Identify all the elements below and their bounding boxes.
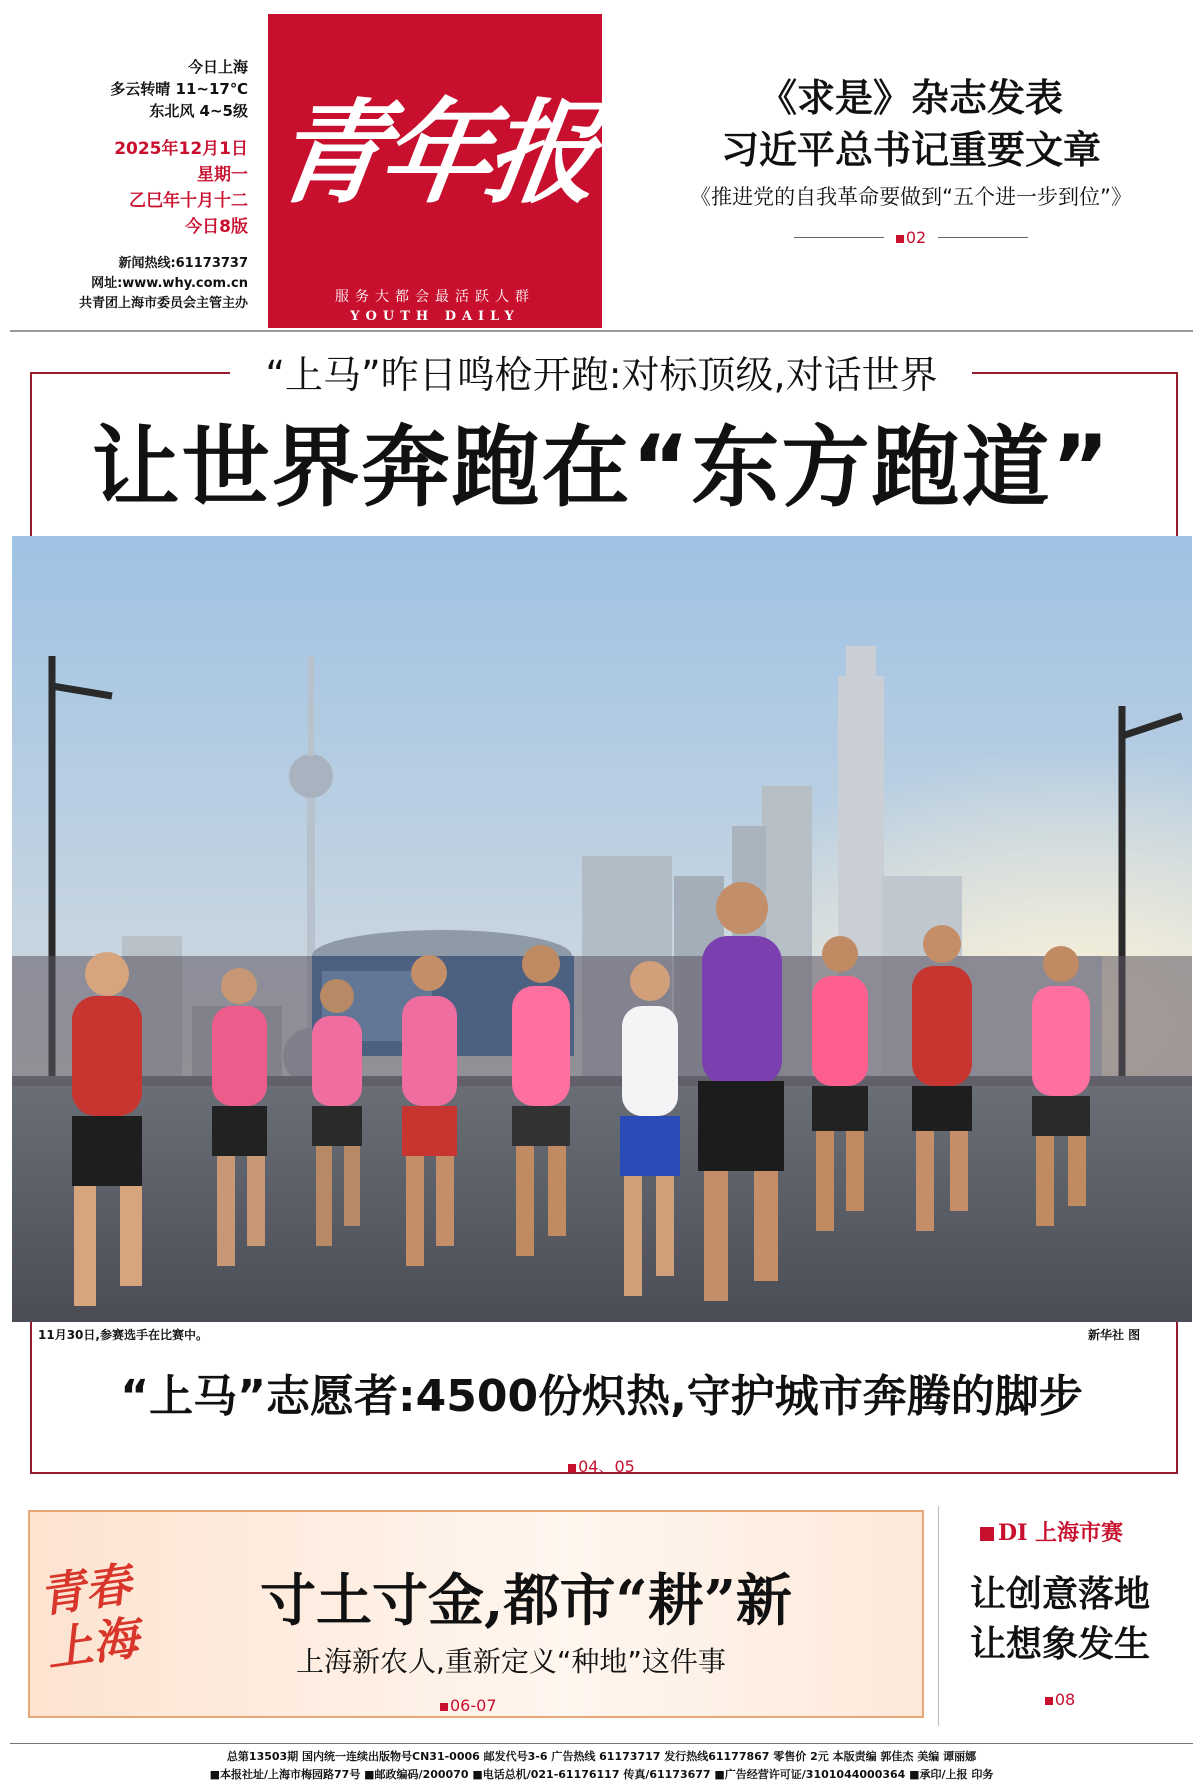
logo-slogan: 服务大都会最活跃人群 <box>335 289 535 305</box>
banner-badge-line1: 青春 <box>35 1556 135 1624</box>
newspaper-logo <box>265 14 602 328</box>
issue-date: 2025年12月1日 <box>114 139 248 159</box>
page-number: 06-07 <box>450 1696 497 1715</box>
logo-english: YOUTH DAILY <box>350 309 520 324</box>
top-story-subtitle: 《推进党的自我革命要做到“五个进一步到位”》 <box>690 185 1132 209</box>
square-bullet-icon <box>1045 1697 1053 1705</box>
page-count: 今日8版 <box>185 217 248 237</box>
issue-weekday: 星期一 <box>197 165 248 185</box>
top-story-title-line2: 习近平总书记重要文章 <box>720 128 1101 172</box>
road <box>12 1076 1192 1322</box>
footer-rule <box>10 1743 1193 1744</box>
lead-page-ref[interactable] <box>0 1454 1203 1477</box>
footer-line1: 总第13503期 国内统一连续出版物号CN31-0006 邮发代号3-6 广告热线 61173717 发行热线61177867 零售价 2元 本版责编 郭佳杰 美编 谭丽娜 <box>226 1750 977 1763</box>
logo-text: 青年报 <box>265 88 602 219</box>
square-bullet-icon <box>980 1527 994 1541</box>
lead-kicker: “上马”昨日鸣枪开跑:对标顶级,对话世界 <box>265 353 938 397</box>
marathon-photo[interactable] <box>12 536 1192 1322</box>
side-page-ref[interactable] <box>950 1690 1170 1709</box>
footer <box>0 1748 1203 1784</box>
page-number: 04、05 <box>578 1457 635 1476</box>
page-number: 08 <box>1054 1690 1076 1709</box>
photo-credit: 新华社 图 <box>1088 1328 1141 1342</box>
top-story-title-line1: 《求是》杂志发表 <box>758 76 1063 120</box>
lead-headline[interactable]: 让世界奔跑在“东方跑道” <box>91 416 1112 519</box>
publisher: 共青团上海市委员会主管主办 <box>78 296 248 311</box>
footer-line2: ■本报社址/上海市梅园路77号 ■邮政编码/200070 ■电话总机/021-61176117 传真/61173677 ■广告经营许可证/3101044000364 ■承印/上报 印务 <box>209 1768 994 1781</box>
masthead-rule <box>10 330 1193 332</box>
side-section-text: DI 上海市赛 <box>998 1520 1124 1546</box>
banner-headline[interactable]: 寸土寸金,都市“耕”新 <box>260 1568 792 1634</box>
top-story[interactable] <box>640 72 1182 247</box>
side-section-label <box>980 1516 1123 1547</box>
banner-page-ref[interactable] <box>440 1696 497 1715</box>
column-divider <box>938 1506 939 1726</box>
crowd-band <box>12 956 1192 1086</box>
side-headline-line1: 让创意落地 <box>969 1574 1150 1615</box>
news-hotline: 新闻热线:61173737 <box>118 256 248 271</box>
side-headline[interactable] <box>950 1570 1170 1670</box>
banner-badge <box>36 1552 183 1699</box>
page-number: 02 <box>905 228 927 247</box>
side-headline-line2: 让想象发生 <box>969 1624 1150 1665</box>
masthead-info <box>20 56 248 314</box>
website: 网址:www.why.com.cn <box>91 276 248 291</box>
lead-subhead[interactable]: “上马”志愿者:4500份炽热,守护城市奔腾的脚步 <box>120 1371 1083 1422</box>
square-bullet-icon <box>568 1464 576 1472</box>
top-story-page-ref[interactable] <box>640 228 1182 247</box>
weather-forecast: 多云转晴 11~17℃ <box>110 80 248 98</box>
banner-subtitle: 上海新农人,重新定义“种地”这件事 <box>296 1645 726 1678</box>
square-bullet-icon <box>896 235 904 243</box>
weather-wind: 东北风 4~5级 <box>149 102 248 120</box>
banner-badge-line2: 上海 <box>43 1610 142 1677</box>
divider <box>938 237 1028 238</box>
photo-caption: 11月30日,参赛选手在比赛中。 <box>38 1328 208 1342</box>
square-bullet-icon <box>440 1703 448 1711</box>
divider <box>794 237 884 238</box>
weather-title: 今日上海 <box>187 58 248 76</box>
lunar-date: 乙巳年十月十二 <box>129 191 248 211</box>
